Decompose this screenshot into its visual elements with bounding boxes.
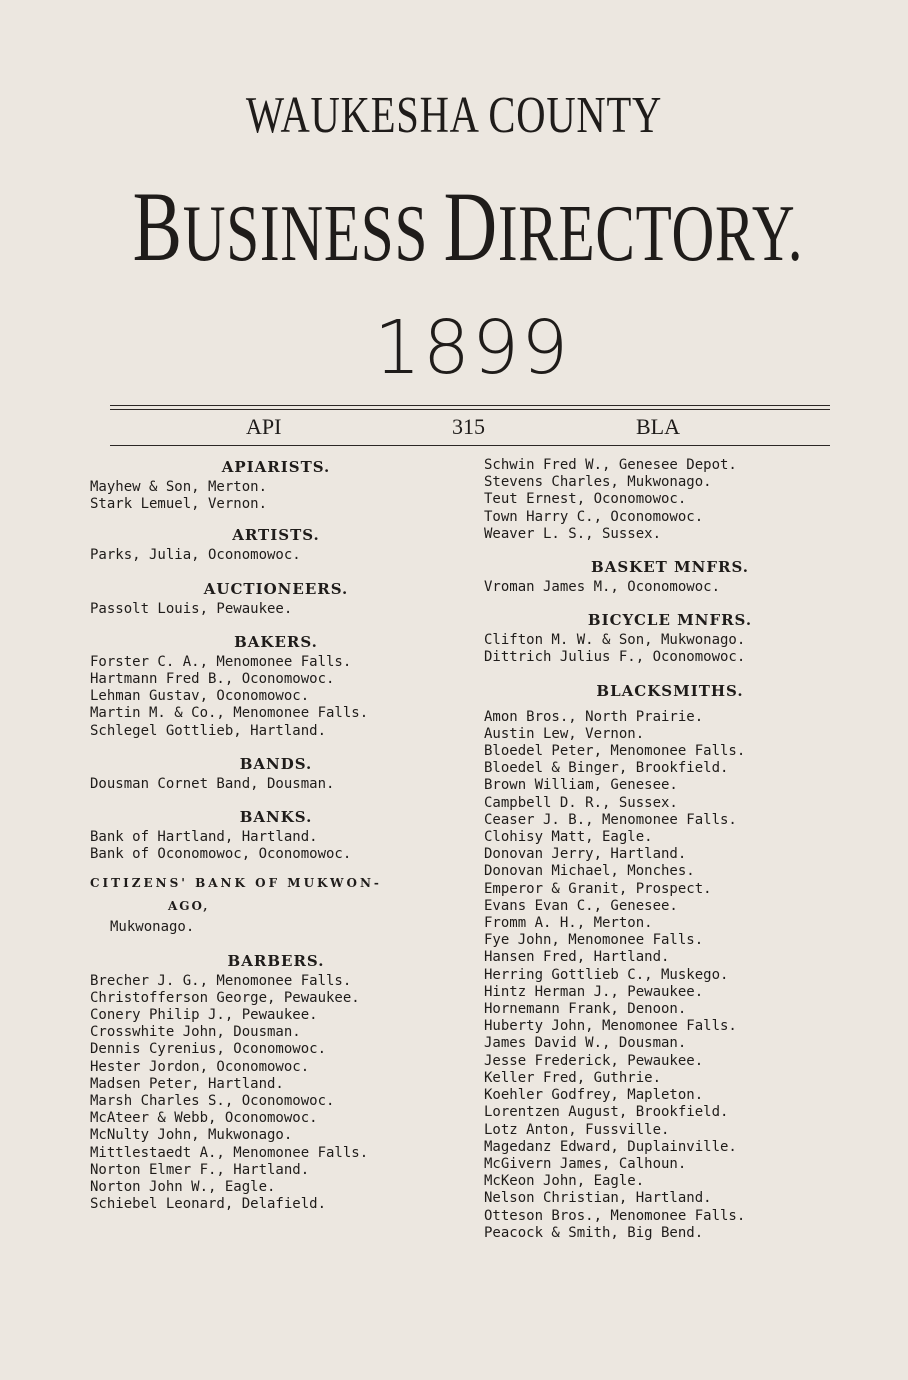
- section-heading: BANDS.: [239, 754, 313, 773]
- list-item: Hansen Fred, Hartland.: [484, 949, 670, 966]
- list-item: Nelson Christian, Hartland.: [484, 1190, 712, 1207]
- list-item: Town Harry C., Oconomowoc.: [484, 508, 704, 525]
- list-item: Schwin Fred W., Genesee Depot.: [484, 457, 737, 473]
- left-column: [90, 455, 462, 1213]
- section-heading: BAKERS.: [234, 632, 318, 651]
- list-item: Norton Elmer F., Hartland.: [90, 1161, 310, 1178]
- title-usiness: USINESS: [182, 190, 444, 278]
- section-heading-cont: AGO,: [168, 899, 210, 914]
- section-auctioneers: [90, 577, 462, 618]
- section-barbers-continued: [484, 457, 856, 543]
- list-item: Stevens Charles, Mukwonago.: [484, 474, 712, 491]
- section-heading: BLACKSMITHS.: [596, 681, 744, 700]
- running-head-right: BLA: [636, 414, 680, 439]
- list-item: Bank of Oconomowoc, Oconomowoc.: [90, 846, 352, 863]
- list-item: Schiebel Leonard, Delafield.: [90, 1196, 327, 1213]
- list-item: Magedanz Edward, Duplainville.: [484, 1138, 737, 1155]
- list-item: Huberty John, Menomonee Falls.: [484, 1018, 737, 1035]
- running-head-left: API: [246, 414, 282, 439]
- list-item: Norton John W., Eagle.: [90, 1179, 276, 1196]
- list-item: Vroman James M., Oconomowoc.: [484, 579, 721, 596]
- list-item: Koehler Godfrey, Mapleton.: [484, 1087, 704, 1104]
- list-item: Peacock & Smith, Big Bend.: [484, 1224, 704, 1241]
- section-heading: ARTISTS.: [232, 526, 320, 545]
- list-item: Schlegel Gottlieb, Hartland.: [90, 722, 327, 739]
- running-head: [110, 412, 830, 442]
- list-item: Stark Lemuel, Vernon.: [90, 496, 268, 513]
- list-item: Brecher J. G., Menomonee Falls.: [90, 972, 352, 989]
- page-number: 315: [452, 414, 485, 439]
- list-item: Hester Jordon, Oconomowoc.: [90, 1058, 310, 1075]
- list-item: Weaver L. S., Sussex.: [484, 525, 662, 542]
- section-heading: BARBERS.: [227, 951, 325, 970]
- list-item: Mayhew & Son, Merton.: [90, 479, 268, 495]
- list-item: Keller Fred, Guthrie.: [484, 1069, 662, 1086]
- header-rule-top: [110, 405, 830, 406]
- list-item: Hintz Herman J., Pewaukee.: [484, 983, 704, 1000]
- list-item: Hartmann Fred B., Oconomowoc.: [90, 671, 335, 688]
- list-item: McGivern James, Calhoun.: [484, 1155, 687, 1172]
- list-item: McKeon John, Eagle.: [484, 1173, 645, 1190]
- list-item: Ceaser J. B., Menomonee Falls.: [484, 811, 737, 828]
- list-item: Evans Evan C., Genesee.: [484, 897, 678, 914]
- list-item: Lehman Gustav, Oconomowoc.: [90, 688, 310, 705]
- list-item: Dittrich Julius F., Oconomowoc.: [484, 649, 746, 666]
- section-heading: APIARISTS.: [221, 458, 331, 476]
- section-apiarists: [90, 455, 462, 513]
- section-heading: AUCTIONEERS.: [203, 579, 349, 598]
- list-item: Amon Bros., North Prairie.: [484, 708, 704, 725]
- title-irectory: IRECTORY.: [497, 190, 804, 278]
- section-blacksmiths: [484, 679, 856, 1242]
- list-item: Donovan Jerry, Hartland.: [484, 846, 687, 863]
- section-heading: BANKS.: [239, 808, 313, 827]
- list-item: Lorentzen August, Brookfield.: [484, 1104, 729, 1121]
- title-cap-b: B: [132, 171, 183, 282]
- list-item: Bloedel & Binger, Brookfield.: [484, 760, 729, 777]
- list-item: Jesse Frederick, Pewaukee.: [484, 1052, 704, 1069]
- list-item: Mukwonago.: [110, 919, 195, 936]
- list-item: Fromm A. H., Merton.: [484, 915, 653, 932]
- list-item: Martin M. & Co., Menomonee Falls.: [90, 705, 369, 722]
- list-item: Bank of Hartland, Hartland.: [90, 829, 318, 846]
- list-item: Dousman Cornet Band, Dousman.: [90, 775, 335, 792]
- list-item: Brown William, Genesee.: [484, 777, 678, 794]
- right-column: [484, 457, 856, 1242]
- section-artists: [90, 523, 462, 564]
- header-rule-top-inner: [110, 409, 830, 410]
- section-basket-mnfrs: [484, 555, 856, 596]
- list-item: Forster C. A., Menomonee Falls.: [90, 653, 352, 670]
- list-item: Herring Gottlieb C., Muskego.: [484, 966, 729, 983]
- list-item: McNulty John, Mukwonago.: [90, 1127, 293, 1144]
- list-item: Mittlestaedt A., Menomonee Falls.: [90, 1144, 369, 1161]
- list-item: Madsen Peter, Hartland.: [90, 1075, 284, 1092]
- header-rule-bottom: [110, 445, 830, 446]
- section-bakers: [90, 630, 462, 740]
- title-cap-d: D: [443, 171, 498, 282]
- list-item: Lotz Anton, Fussville.: [484, 1121, 670, 1138]
- year-title: 1899: [373, 305, 571, 391]
- section-bicycle-mnfrs: [484, 608, 856, 666]
- list-item: Fye John, Menomonee Falls.: [484, 932, 704, 949]
- list-item: Christofferson George, Pewaukee.: [90, 989, 360, 1006]
- list-item: Otteson Bros., Menomonee Falls.: [484, 1207, 746, 1224]
- list-item: Dennis Cyrenius, Oconomowoc.: [90, 1041, 327, 1058]
- list-item: Emperor & Granit, Prospect.: [484, 880, 712, 897]
- section-barbers: [90, 949, 462, 1214]
- list-item: Austin Lew, Vernon.: [484, 725, 645, 742]
- list-item: James David W., Dousman.: [484, 1035, 687, 1052]
- list-item: Passolt Louis, Pewaukee.: [90, 600, 293, 617]
- list-item: Teut Ernest, Oconomowoc.: [484, 491, 687, 508]
- section-heading: BICYCLE MNFRS.: [587, 611, 753, 630]
- list-item: Conery Philip J., Pewaukee.: [90, 1007, 318, 1024]
- list-item: Bloedel Peter, Menomonee Falls.: [484, 743, 746, 760]
- section-bands: [90, 752, 462, 793]
- section-heading: BASKET MNFRS.: [591, 558, 749, 577]
- directory-title: [122, 172, 815, 289]
- list-item: Parks, Julia, Oconomowoc.: [90, 547, 301, 564]
- list-item: Clifton M. W. & Son, Mukwonago.: [484, 632, 746, 649]
- list-item: Donovan Michael, Monches.: [484, 863, 695, 880]
- section-heading: CITIZENS' BANK OF MUKWON-: [90, 876, 382, 891]
- list-item: Hornemann Frank, Denoon.: [484, 1001, 687, 1018]
- list-item: Clohisy Matt, Eagle.: [484, 829, 653, 846]
- list-item: McAteer & Webb, Oconomowoc.: [90, 1110, 318, 1127]
- list-item: Campbell D. R., Sussex.: [484, 794, 678, 811]
- list-item: Crosswhite John, Dousman.: [90, 1024, 301, 1041]
- county-title: WAUKESHA COUNTY: [245, 87, 663, 144]
- list-item: Marsh Charles S., Oconomowoc.: [90, 1093, 335, 1110]
- section-banks: [90, 805, 462, 863]
- section-citizens-bank: [90, 873, 462, 936]
